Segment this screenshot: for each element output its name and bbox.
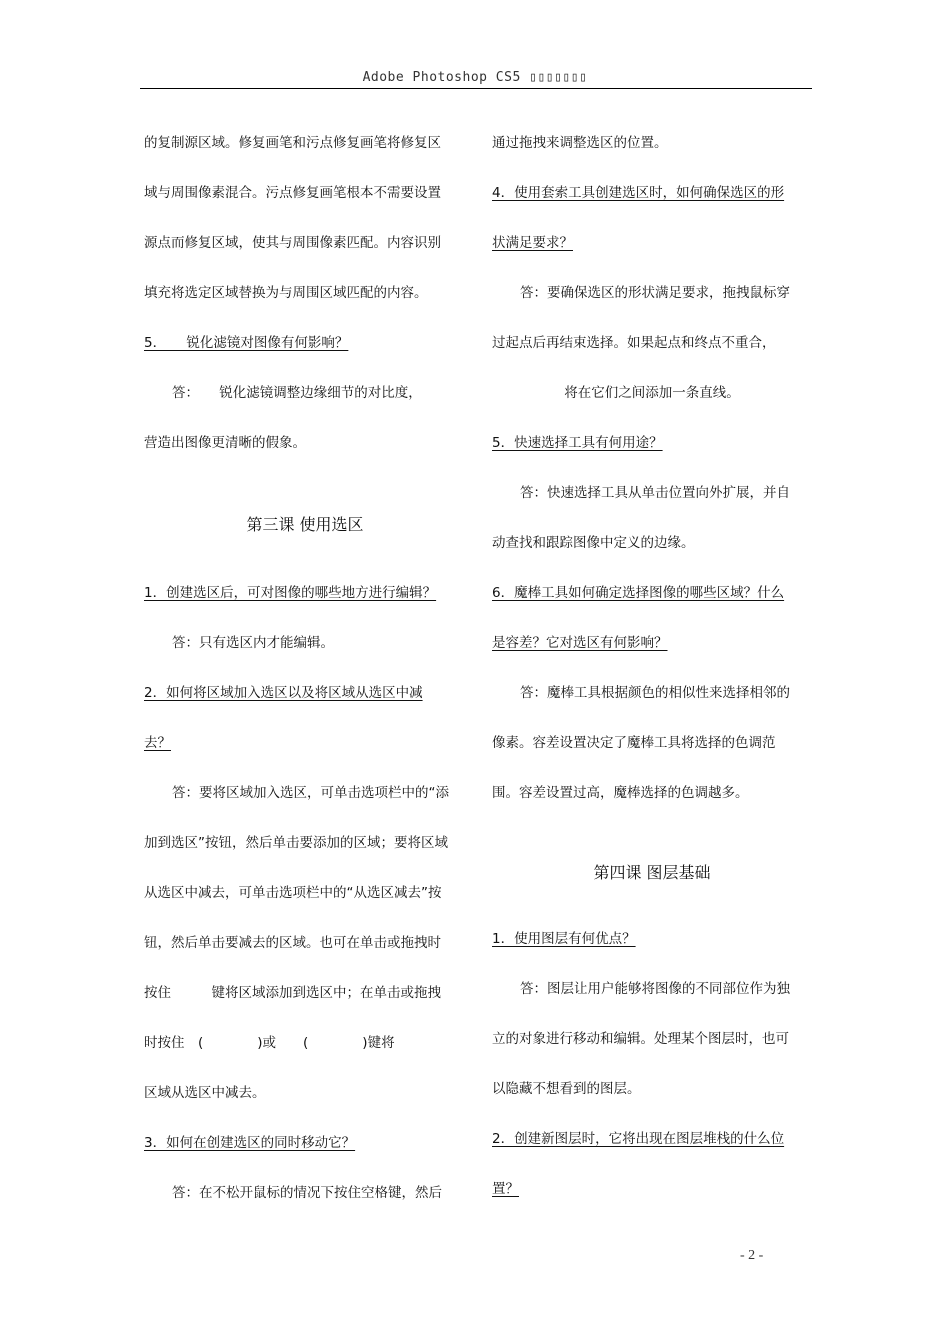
answer-line: 过起点后再结束选择。如果起点和终点不重合， <box>492 335 776 351</box>
lesson-4-heading: 第四课 图层基础 <box>593 863 711 882</box>
header-rule <box>140 88 812 89</box>
answer-line: 答：只有选区内才能编辑。 <box>172 635 334 651</box>
answer-line: 动查找和跟踪图像中定义的边缘。 <box>492 535 695 551</box>
question-4-continued: 状满足要求？ <box>492 235 573 251</box>
answer-line: 钮，然后单击要减去的区域。也可在单击或拖拽时 <box>144 935 441 951</box>
text-line: 填充将选定区域替换为与周围区域匹配的内容。 <box>144 285 428 301</box>
text-line: 通过拖拽来调整选区的位置。 <box>492 135 668 151</box>
answer-line: 加到选区”按钮，然后单击要添加的区域；要将区域 <box>144 835 448 851</box>
text-line: 域与周围像素混合。污点修复画笔根本不需要设置 <box>144 185 441 201</box>
text-line: 的复制源区域。修复画笔和污点修复画笔将修复区 <box>144 135 441 151</box>
page-number: - 2 - <box>740 1248 764 1263</box>
question-5-quick-select: 5．快速选择工具有何用途？ <box>492 435 663 451</box>
question-3-move-selection: 3．如何在创建选区的同时移动它？ <box>144 1135 356 1151</box>
question-6-continued: 是容差？它对选区有何影响？ <box>492 635 668 651</box>
answer-line: 时按住 ( )或 ( )键将 <box>144 1035 395 1051</box>
lesson-3-heading: 第三课 使用选区 <box>246 515 364 534</box>
answer-line: 按住 键将区域添加到选区中；在单击或拖拽 <box>144 985 441 1001</box>
answer-line: 立的对象进行移动和编辑。处理某个图层时，也可 <box>492 1031 789 1047</box>
question-2-continued: 去？ <box>144 735 171 751</box>
answer-line: 区域从选区中减去。 <box>144 1085 266 1101</box>
answer-line: 答：图层让用户能够将图像的不同部位作为独 <box>520 981 790 997</box>
answer-line: 答：要将区域加入选区，可单击选项栏中的“添 <box>172 785 449 801</box>
question-2-continued: 置？ <box>492 1181 519 1197</box>
question-1-selection: 1．创建选区后，可对图像的哪些地方进行编辑？ <box>144 585 437 601</box>
answer-line: 将在它们之间添加一条直线。 <box>564 385 740 401</box>
answer-line: 从选区中减去，可单击选项栏中的“从选区减去”按 <box>144 885 442 901</box>
answer-line: 以隐藏不想看到的图层。 <box>492 1081 641 1097</box>
answer-line: 营造出图像更清晰的假象。 <box>144 435 306 451</box>
question-1-layers: 1．使用图层有何优点？ <box>492 931 636 947</box>
answer-line: 答：魔棒工具根据颜色的相似性来选择相邻的 <box>520 685 790 701</box>
question-5-sharpen: 5． 锐化滤镜对图像有何影响？ <box>144 335 349 351</box>
answer-line: 答：快速选择工具从单击位置向外扩展，并自 <box>520 485 790 501</box>
text-line: 源点而修复区域，使其与周围像素匹配。内容识别 <box>144 235 441 251</box>
question-2-add-subtract: 2．如何将区域加入选区以及将区域从选区中减 <box>144 685 423 701</box>
answer-line: 围。容差设置过高，魔棒选择的色调越多。 <box>492 785 749 801</box>
page-header: Adobe Photoshop CS5 ▯▯▯▯▯▯▯ <box>362 70 588 85</box>
answer-line: 像素。容差设置决定了魔棒工具将选择的色调范 <box>492 735 776 751</box>
question-4-lasso: 4．使用套索工具创建选区时，如何确保选区的形 <box>492 185 785 201</box>
answer-line: 答： 锐化滤镜调整边缘细节的对比度， <box>172 385 422 401</box>
question-6-magic-wand: 6．魔棒工具如何确定选择图像的哪些区域？什么 <box>492 585 785 601</box>
answer-line: 答：要确保选区的形状满足要求，拖拽鼠标穿 <box>520 285 790 301</box>
left-column <box>144 118 466 1218</box>
question-2-new-layer: 2．创建新图层时，它将出现在图层堆栈的什么位 <box>492 1131 785 1147</box>
right-column <box>492 118 812 1214</box>
answer-line: 答：在不松开鼠标的情况下按住空格键，然后 <box>172 1185 442 1201</box>
